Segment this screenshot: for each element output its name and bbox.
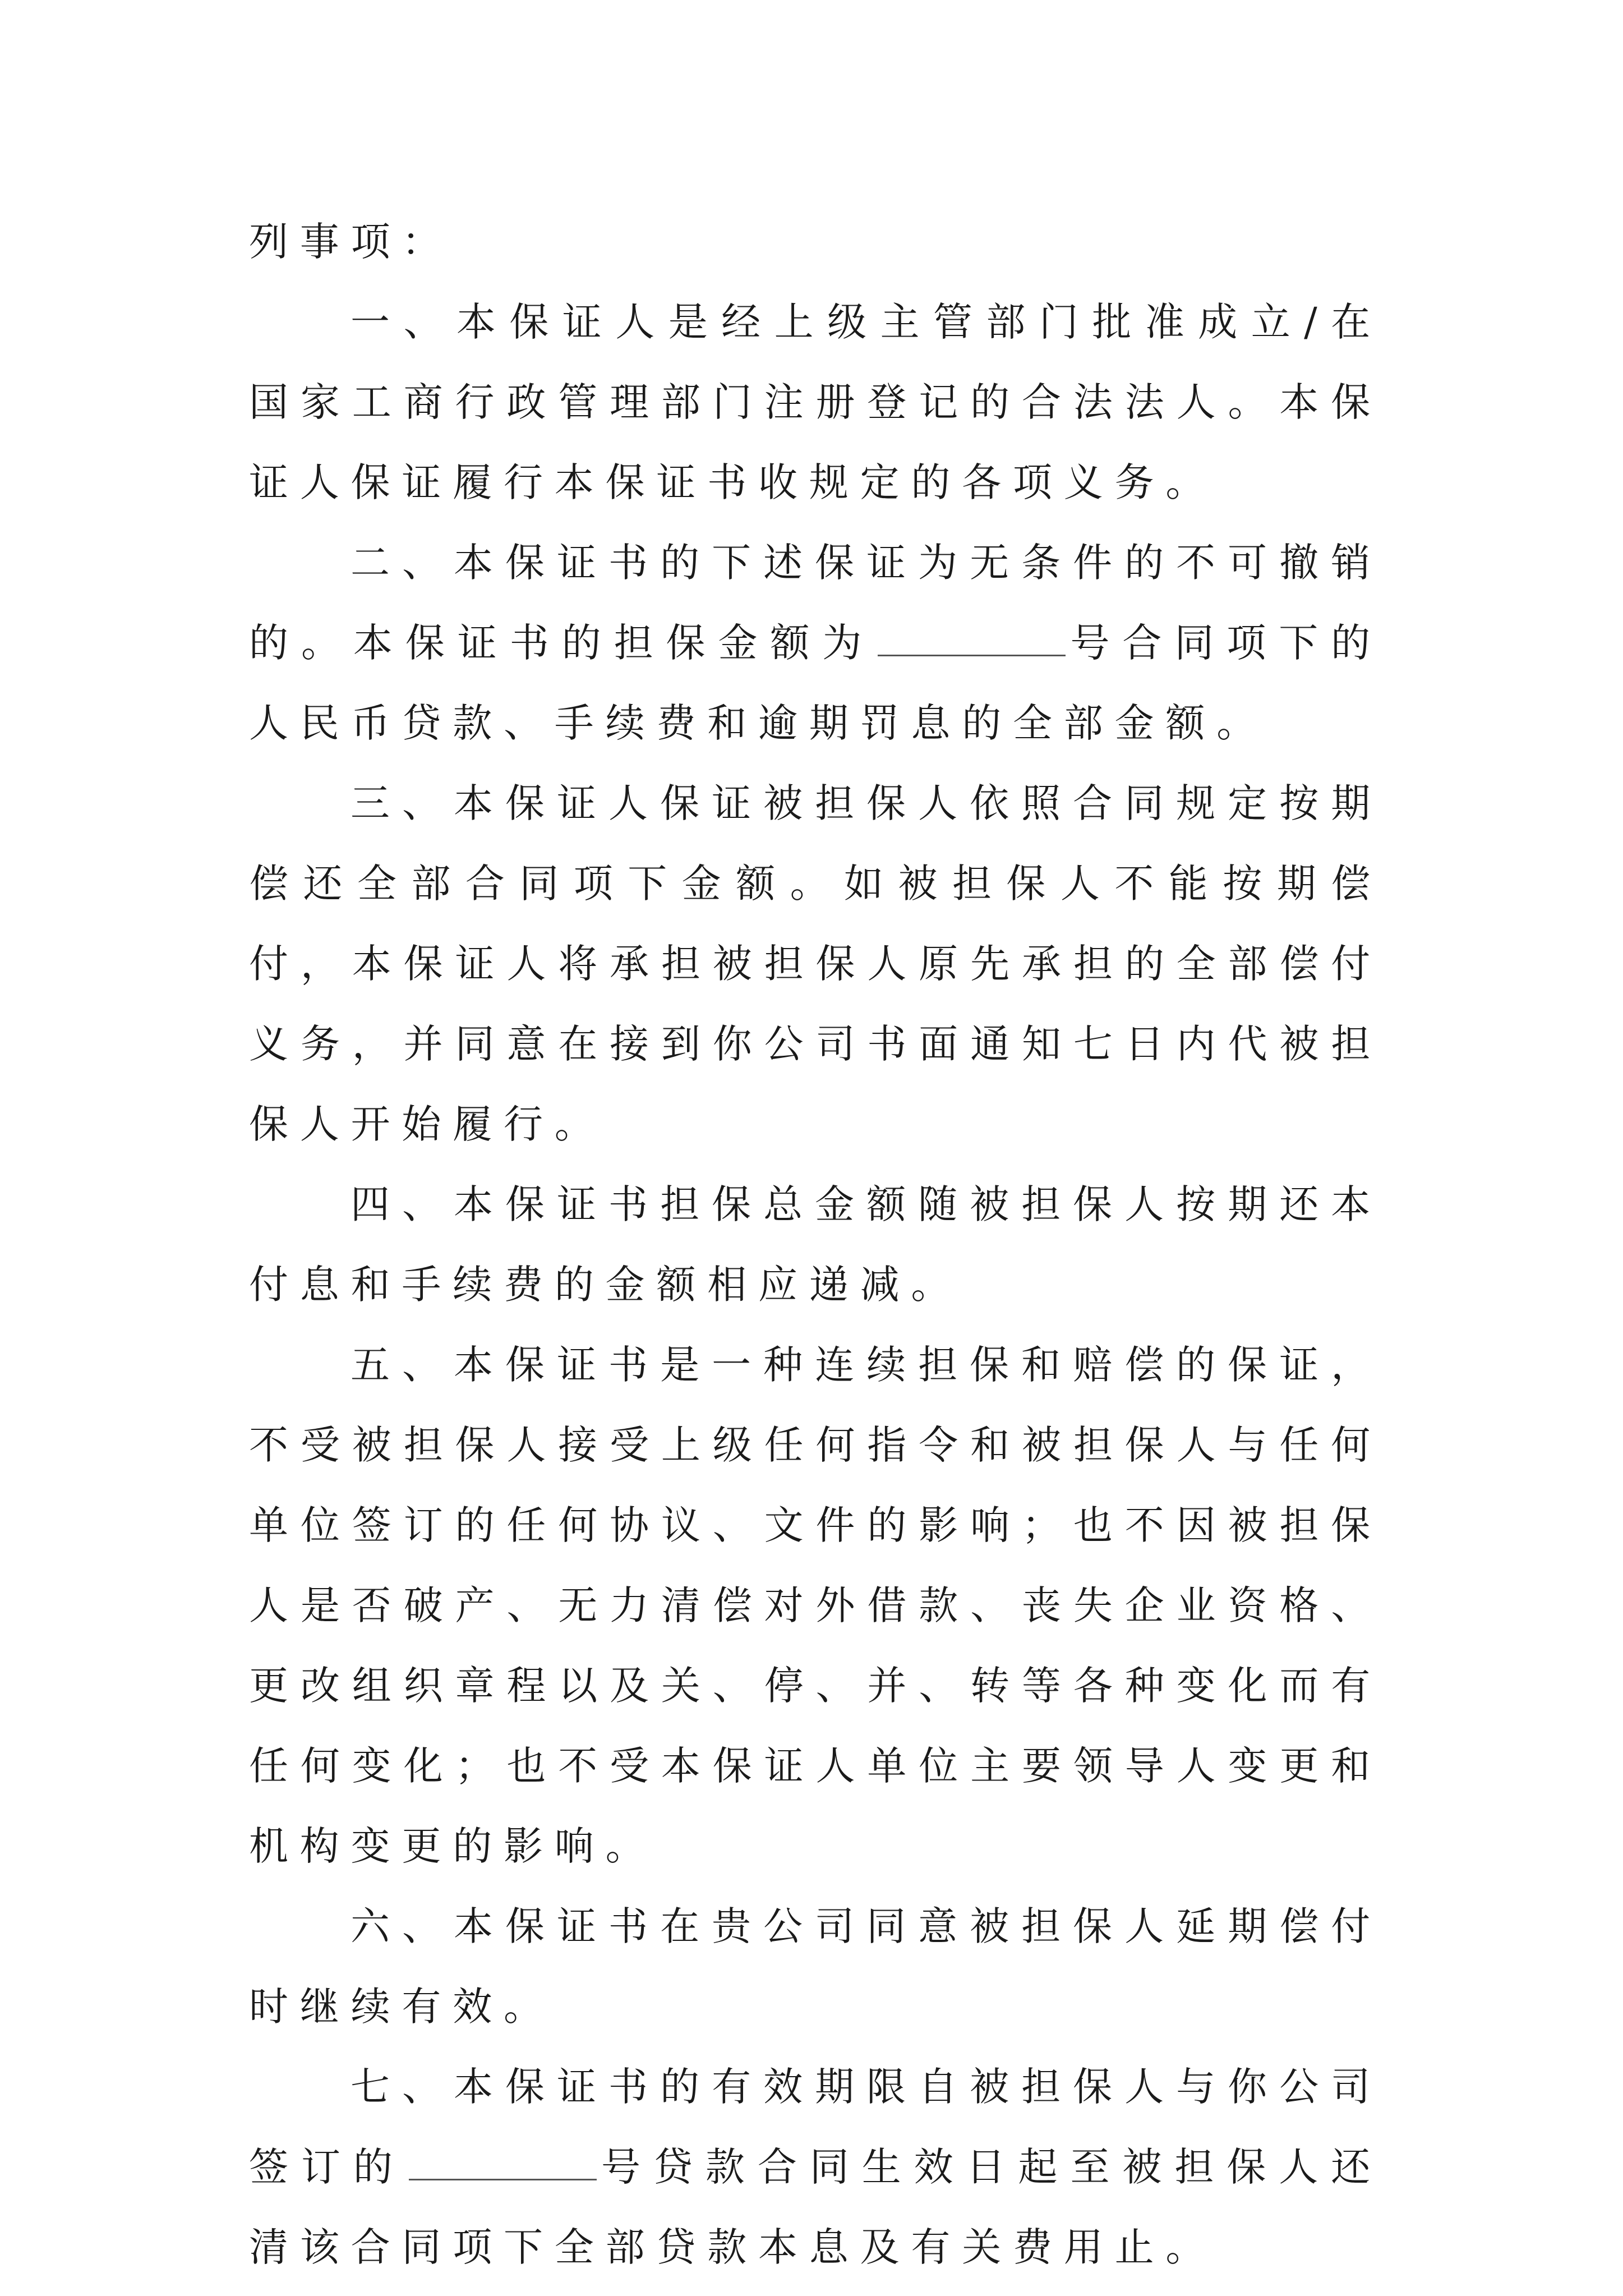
clause-3: 三、本保证人保证被担保人依照合同规定按期偿还全部合同项下金额。如被担保人不能按期偿付，本保证人将承担被担保人原先承担的全部偿付义务，并同意在接到你公司书面通知七日内代被担保人开始履行。 — [249, 780, 1382, 1147]
clause-7-text-before: 七、本保证书的有效期限自被担保人与你公司签订的 — [249, 2064, 1382, 2190]
clause-7 — [249, 2047, 1382, 2288]
clause-1: 一、本保证人是经上级主管部门批准成立/在国家工商行政管理部门注册登记的合法法人。本保证人保证履行本保证书收规定的各项义务。 — [249, 299, 1382, 505]
document-body — [249, 202, 1382, 2288]
clause-2 — [249, 523, 1382, 763]
loan-contract-number-blank — [409, 2146, 597, 2180]
clause-5: 五、本保证书是一种连续担保和赔偿的保证，不受被担保人接受上级任何指令和被担保人与任何单位签订的任何协议、文件的影响；也不因被担保人是否破产、无力清偿对外借款、丧失企业资格、更改组织章程以及关、停、并、转等各种变化而有任何变化；也不受本保证人单位主要领导人变更和机构变更的影响。 — [249, 1342, 1382, 1869]
clause-6: 六、本保证书在贵公司同意被担保人延期偿付时继续有效。 — [249, 1903, 1382, 2030]
clause-2-text-after: 号合同项下的人民币贷款、手续费和逾期罚息的全部金额。 — [249, 620, 1382, 746]
clause-2-text-before: 二、本保证书的下述保证为无条件的不可撤销的。本保证书的担保金额为 — [249, 540, 1382, 666]
intro-line: 列事项： — [249, 219, 453, 265]
contract-number-blank — [878, 622, 1066, 656]
clause-4: 四、本保证书担保总金额随被担保人按期还本付息和手续费的金额相应递减。 — [249, 1181, 1382, 1308]
clause-7-text-after: 号贷款合同生效日起至被担保人还清该合同项下全部贷款本息及有关费用止。 — [249, 2144, 1382, 2270]
